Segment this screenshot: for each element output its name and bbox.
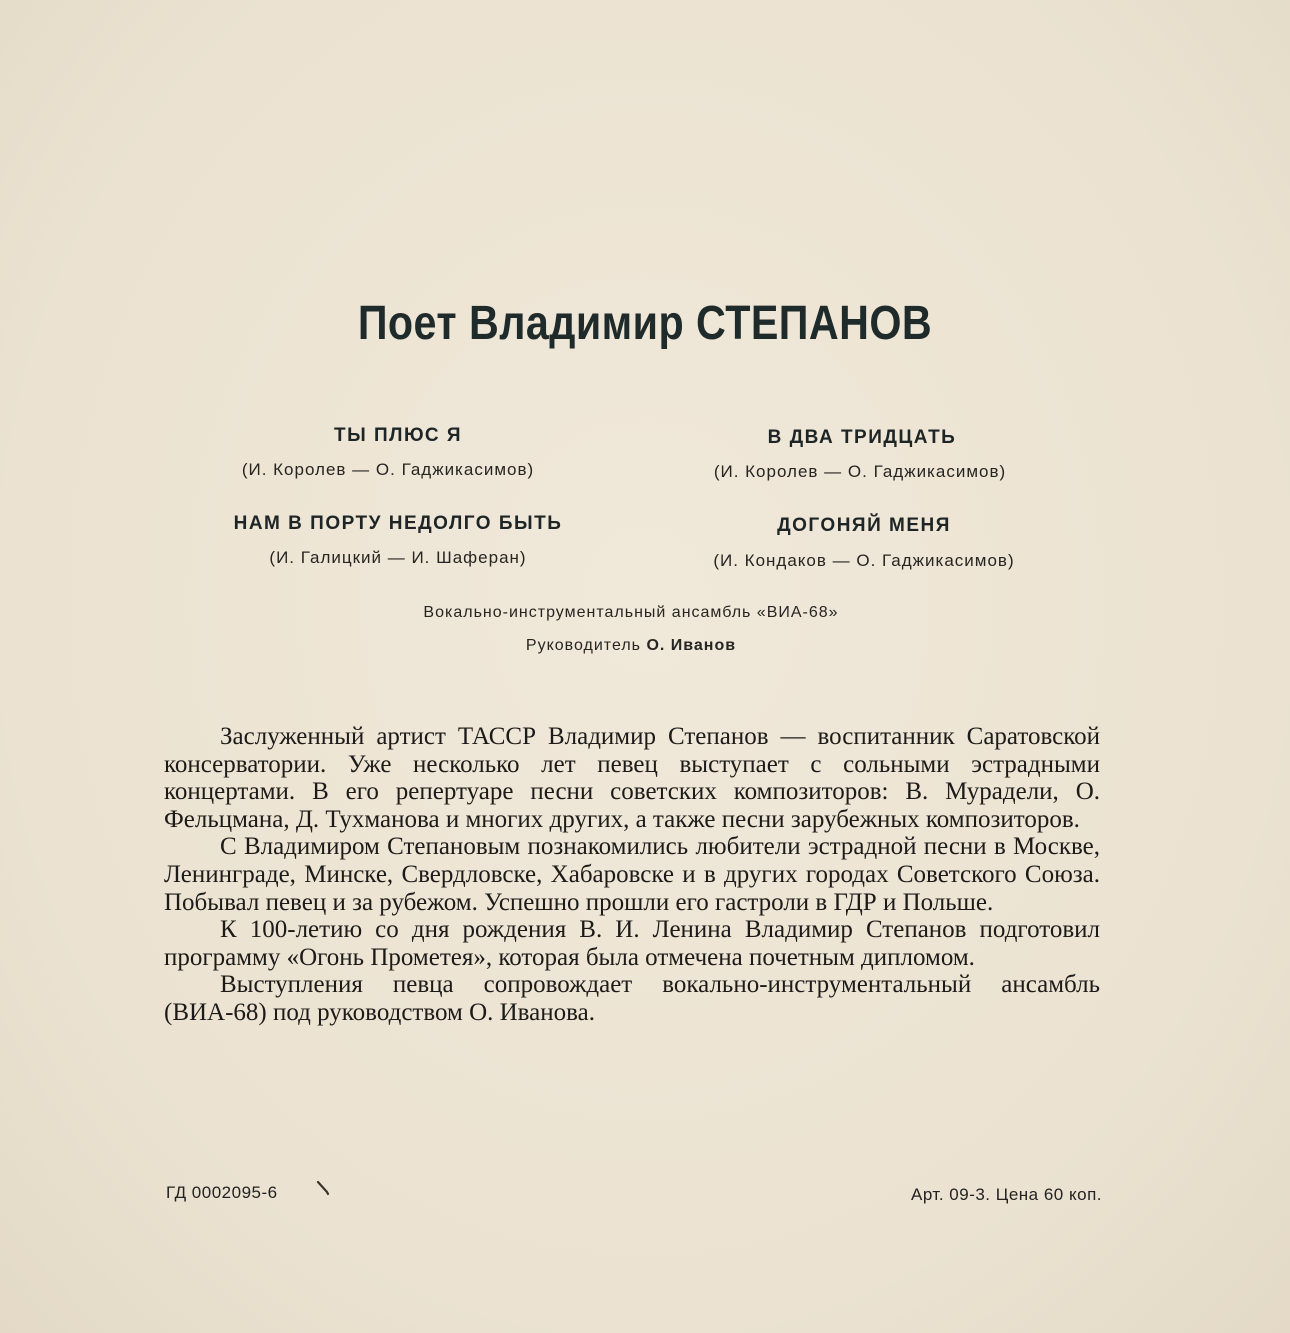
leader-name: О. Иванов [646, 637, 737, 654]
track-title: В ДВА ТРИДЦАТЬ [767, 427, 957, 448]
bio-paragraph: С Владимиром Степановым познакомились любители эстрадной песни в Москве, Ленинграде, Минске, Свердловске, Хабаровске и в других городах Советского Союза. Побывал певец и за рубежом. Успешно прошли его гастроли в ГДР и Польше. [164, 833, 1100, 916]
track-title: НАМ В ПОРТУ НЕДОЛГО БЫТЬ [233, 513, 563, 534]
track-authors: (И. Королев — О. Гаджикасимов) [241, 460, 535, 479]
track-authors: (И. Королев — О. Гаджикасимов) [713, 462, 1007, 481]
ensemble-line: Вокально-инструментальный ансамбль «ВИА-68» [423, 604, 839, 621]
ink-mark-icon [316, 1180, 330, 1196]
track-title: ТЫ ПЛЮС Я [334, 425, 462, 446]
catalog-number: ГД 0002095-6 [166, 1183, 278, 1202]
album-title: Поет Владимир СТЕПАНОВ [357, 297, 933, 350]
biography [164, 723, 1100, 1027]
bio-paragraph: К 100-летию со дня рождения В. И. Ленина Владимир Степанов подготовил программу «Огонь Прометея», которая была отмечена почетным дипломом. [164, 916, 1100, 971]
leader-label: Руководитель [525, 637, 641, 654]
bio-paragraph: Выступления певца сопровождает вокально-инструментальный ансамбль (ВИА-68) под руководством О. Иванова. [164, 971, 1100, 1026]
track-authors: (И. Кондаков — О. Гаджикасимов) [713, 551, 1015, 570]
price-label: Арт. 09-3. Цена 60 коп. [911, 1185, 1102, 1204]
track-authors: (И. Галицкий — И. Шаферан) [269, 548, 527, 567]
track-title: ДОГОНЯЙ МЕНЯ [777, 515, 951, 536]
leader-line [0, 637, 1262, 655]
bio-paragraph: Заслуженный артист ТАССР Владимир Степанов — воспитанник Саратовской консерватории. Уже несколько лет певец выступает с сольными эстрадными концертами. В его репертуаре песни советских композиторов: В. Мурадели, О. Фельцмана, Д. Тухманова и многих других, а также песни зарубежных композиторов. [164, 723, 1100, 833]
